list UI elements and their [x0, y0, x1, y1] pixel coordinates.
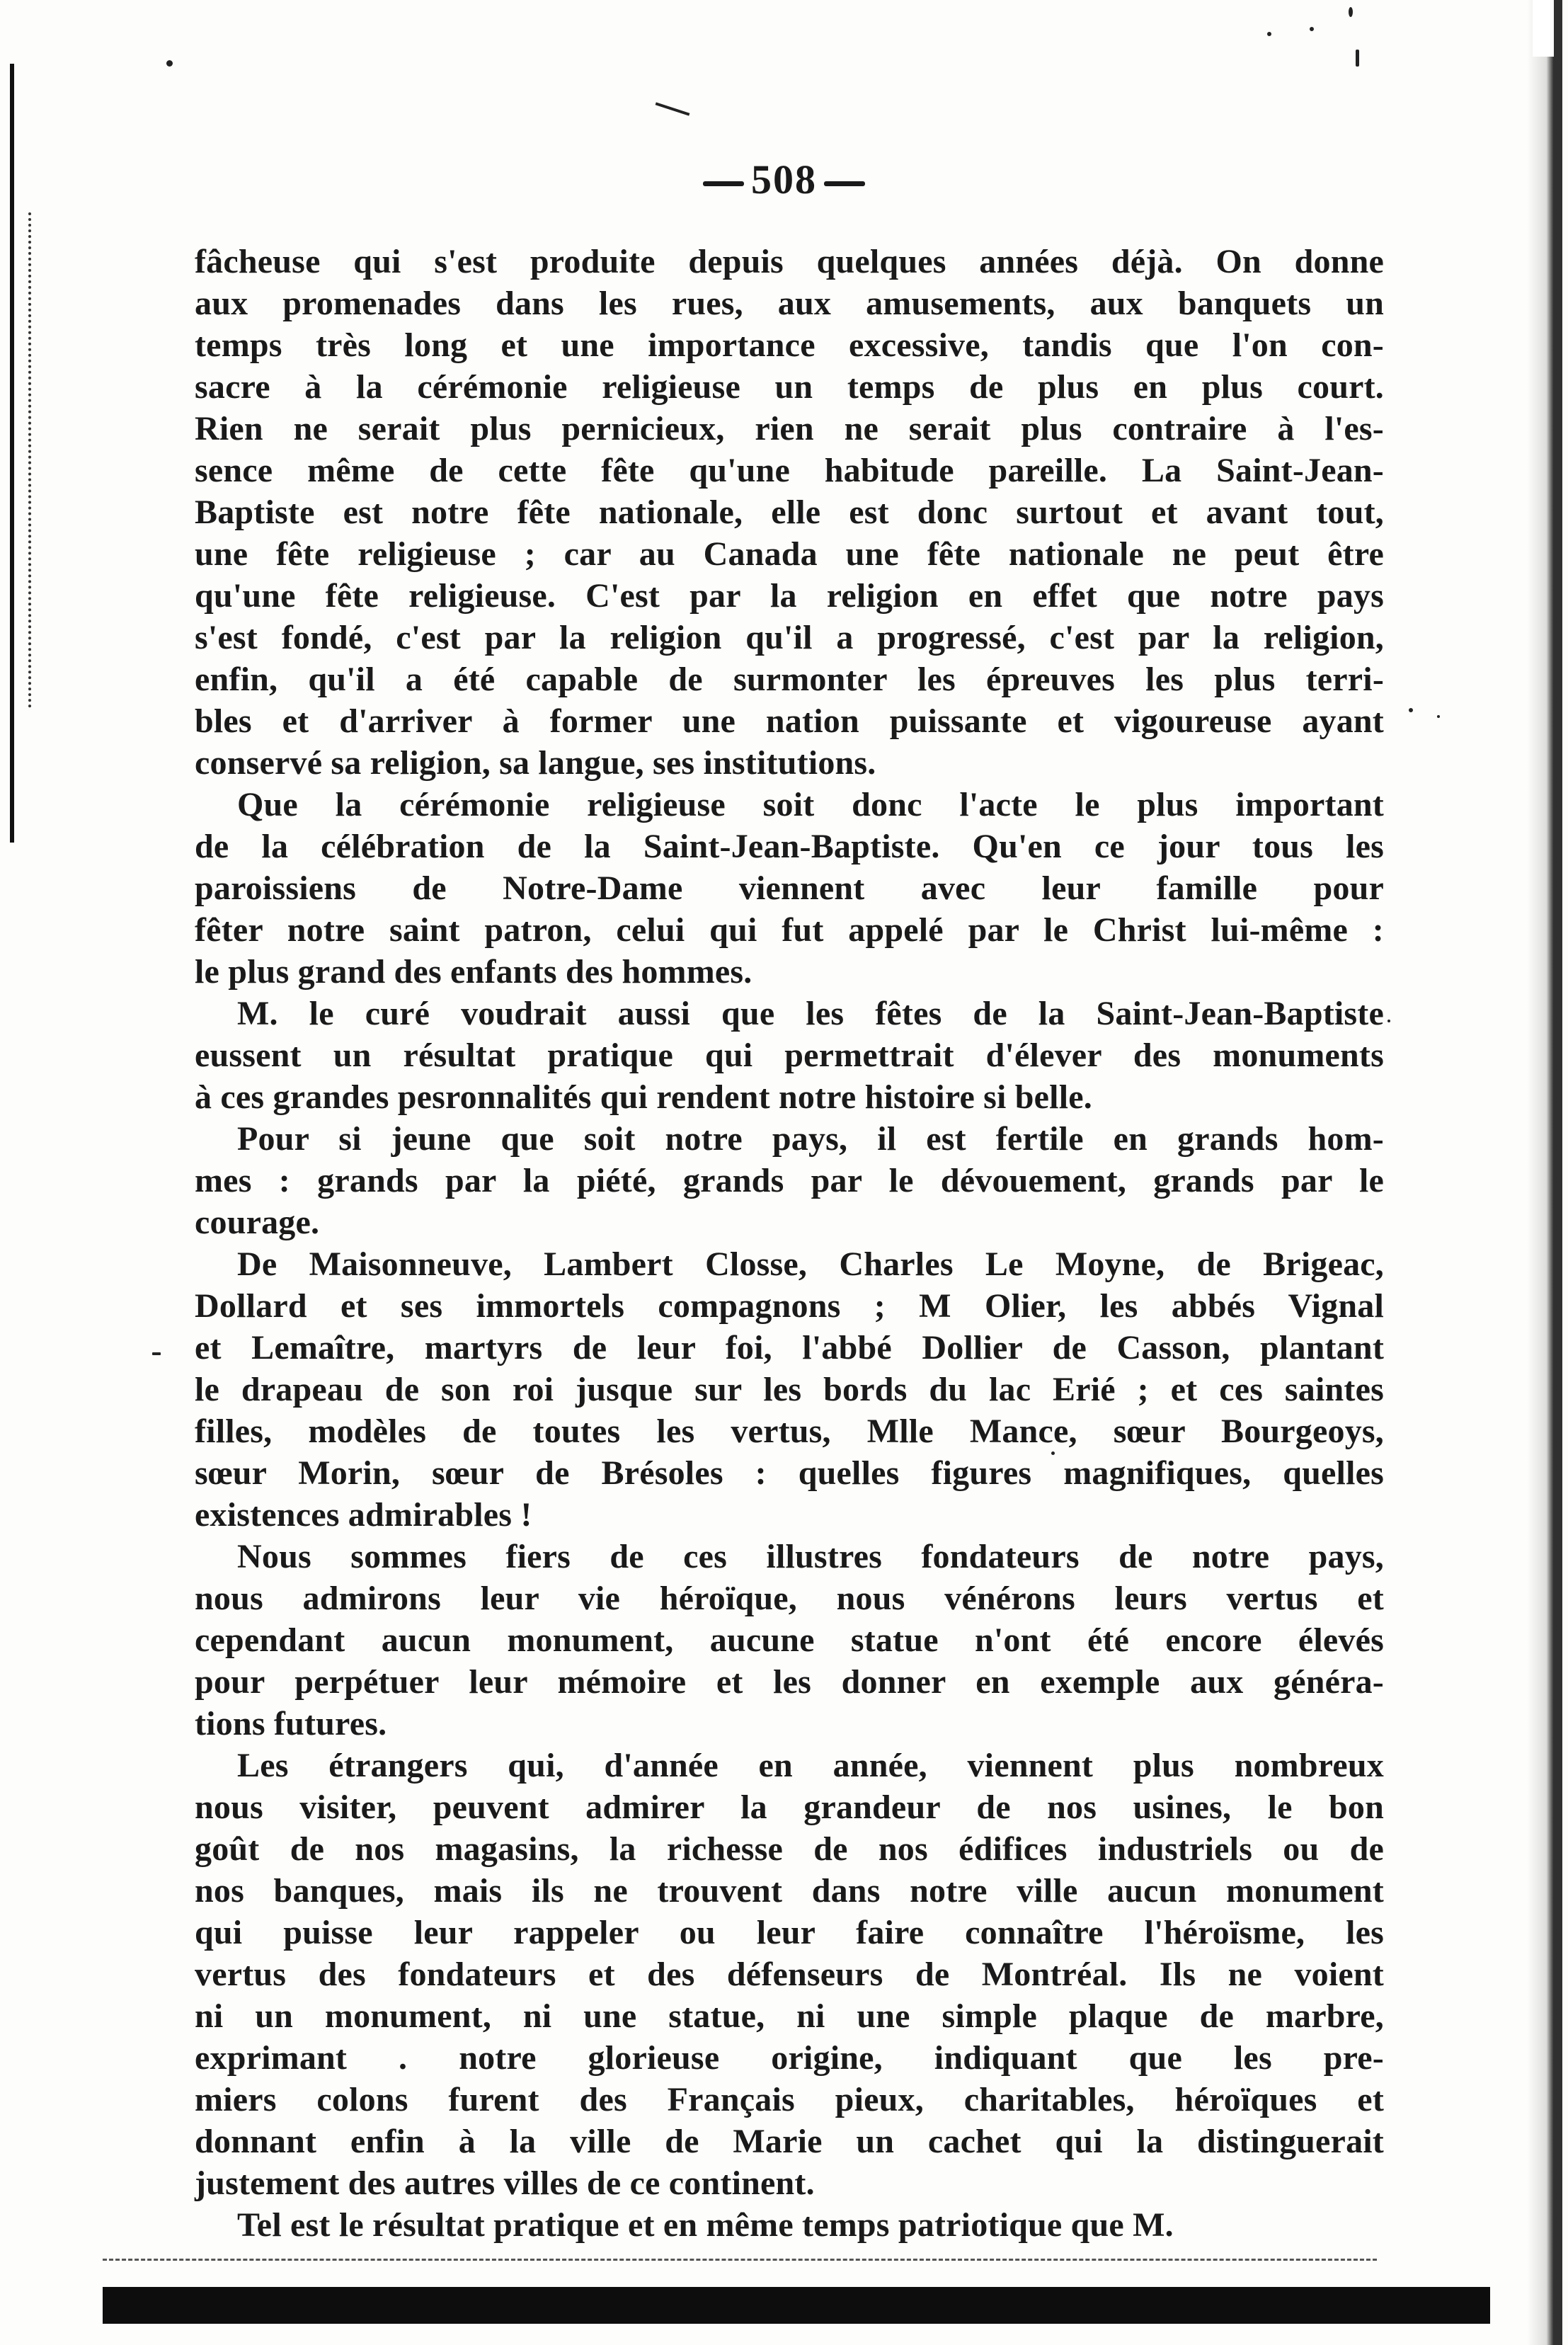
stray-mark [166, 60, 173, 67]
text-line: bles et d'arriver à former une nation puissante et vigoureuse ayant [195, 702, 1384, 740]
text-line: cependant aucun monument, aucune statue n'ont été encore élevés [195, 1621, 1384, 1659]
text-line: eussent un résultat pratique qui permettrait d'élever des monuments [195, 1037, 1384, 1074]
text-line: De Maisonneuve, Lambert Closse, Charles Le Moyne, de Brigeac, [237, 1245, 1384, 1283]
text-line: une fête religieuse ; car au Canada une fête nationale ne peut être [195, 535, 1384, 573]
text-line: aux promenades dans les rues, aux amusements, aux banquets un [195, 285, 1384, 322]
text-line: à ces grandes pesronnalités qui rendent notre histoire si belle. [195, 1078, 1092, 1116]
page-number-dash-right [824, 181, 865, 186]
text-line: existences admirables ! [195, 1496, 532, 1534]
text-line: mes : grands par la piété, grands par le dévouement, grands par le [195, 1162, 1384, 1199]
text-line: qui puisse leur rappeler ou leur faire connaître l'héroïsme, les [195, 1914, 1384, 1951]
right-edge-shadow [1527, 0, 1562, 2345]
text-line: Que la cérémonie religieuse soit donc l'acte le plus important [237, 786, 1384, 823]
text-line: nous visiter, peuvent admirer la grandeur de nos usines, le bon [195, 1788, 1384, 1826]
text-line: paroissiens de Notre-Dame viennent avec leur famille pour [195, 869, 1384, 907]
text-line: temps très long et une importance excessive, tandis que l'on con- [195, 326, 1384, 364]
header-flourish [656, 102, 690, 115]
text-line: tions futures. [195, 1705, 387, 1742]
text-line: sence même de cette fête qu'une habitude pareille. La Saint-Jean- [195, 452, 1384, 489]
text-line: Baptiste est notre fête nationale, elle est donc surtout et avant tout, [195, 493, 1384, 531]
text-line: M. le curé voudrait aussi que les fêtes de la Saint-Jean-Baptiste [237, 995, 1384, 1032]
text-line: nos banques, mais ils ne trouvent dans notre ville aucun monument [195, 1872, 1384, 1910]
stray-mark [1267, 32, 1271, 36]
stray-mark [1310, 27, 1314, 31]
stray-mark [1356, 50, 1359, 67]
page-number-dash-left [703, 181, 744, 186]
page-number [0, 156, 1568, 203]
text-line: sœur Morin, sœur de Brésoles : quelles figures magnifiques, quelles [195, 1454, 1384, 1492]
text-line: pour perpétuer leur mémoire et les donner en exemple aux généra- [195, 1663, 1384, 1701]
text-line: vertus des fondateurs et des défenseurs de Montréal. Ils ne voient [195, 1956, 1384, 1993]
text-line: le plus grand des enfants des hommes. [195, 953, 752, 991]
stray-mark [1409, 708, 1413, 712]
text-line: donnant enfin à la ville de Marie un cachet qui la distinguerait [195, 2123, 1384, 2160]
footer-rule [103, 2259, 1377, 2263]
text-line: s'est fondé, c'est par la religion qu'il a progressé, c'est par la religion, [195, 619, 1384, 656]
right-edge-gap [1533, 0, 1554, 57]
text-line: sacre à la cérémonie religieuse un temps de plus en plus court. [195, 368, 1384, 406]
stray-mark [1349, 7, 1353, 17]
text-line: nous admirons leur vie héroïque, nous vénérons leurs vertus et [195, 1580, 1384, 1617]
text-line: et Lemaître, martyrs de leur foi, l'abbé Dollier de Casson, plantant [195, 1329, 1384, 1367]
text-line: fêter notre saint patron, celui qui fut appelé par le Christ lui-même : [195, 911, 1384, 949]
text-line: Dollard et ses immortels compagnons ; M Olier, les abbés Vignal [195, 1287, 1384, 1325]
text-line: miers colons furent des Français pieux, charitables, héroïques et [195, 2081, 1384, 2118]
text-line: justement des autres villes de ce continent. [195, 2164, 815, 2202]
text-line: conservé sa religion, sa langue, ses institutions. [195, 744, 876, 782]
text-line: goût de nos magasins, la richesse de nos édifices industriels ou de [195, 1830, 1384, 1868]
text-line: Nous sommes fiers de ces illustres fondateurs de notre pays, [237, 1538, 1384, 1575]
binding-dots [28, 212, 34, 708]
text-line: Rien ne serait plus pernicieux, rien ne serait plus contraire à l'es- [195, 410, 1384, 447]
stray-mark [152, 1352, 161, 1355]
stray-mark [1387, 1020, 1390, 1022]
footer-bar [103, 2287, 1490, 2324]
text-line: exprimant . notre glorieuse origine, indiquant que les pre- [195, 2039, 1384, 2077]
text-line: enfin, qu'il a été capable de surmonter les épreuves les plus terri- [195, 661, 1384, 698]
text-line: ni un monument, ni une statue, ni une simple plaque de marbre, [195, 1997, 1384, 2035]
text-line: Tel est le résultat pratique et en même temps patriotique que M. [237, 2206, 1174, 2244]
stray-mark [1437, 715, 1440, 718]
body-text [195, 241, 1384, 2246]
text-line: Pour si jeune que soit notre pays, il est fertile en grands hom- [237, 1120, 1384, 1158]
text-line: Les étrangers qui, d'année en année, viennent plus nombreux [237, 1747, 1384, 1784]
text-line: qu'une fête religieuse. C'est par la religion en effet que notre pays [195, 577, 1384, 615]
page-number-text: 508 [751, 156, 817, 202]
text-line: de la célébration de la Saint-Jean-Baptiste. Qu'en ce jour tous les [195, 828, 1384, 865]
text-line: courage. [195, 1204, 320, 1241]
text-line: le drapeau de son roi jusque sur les bords du lac Erié ; et ces saintes [195, 1371, 1384, 1408]
text-line: fâcheuse qui s'est produite depuis quelques années déjà. On donne [195, 243, 1384, 280]
text-line: filles, modèles de toutes les vertus, Mlle Mance, sœur Bourgeoys, [195, 1413, 1384, 1450]
